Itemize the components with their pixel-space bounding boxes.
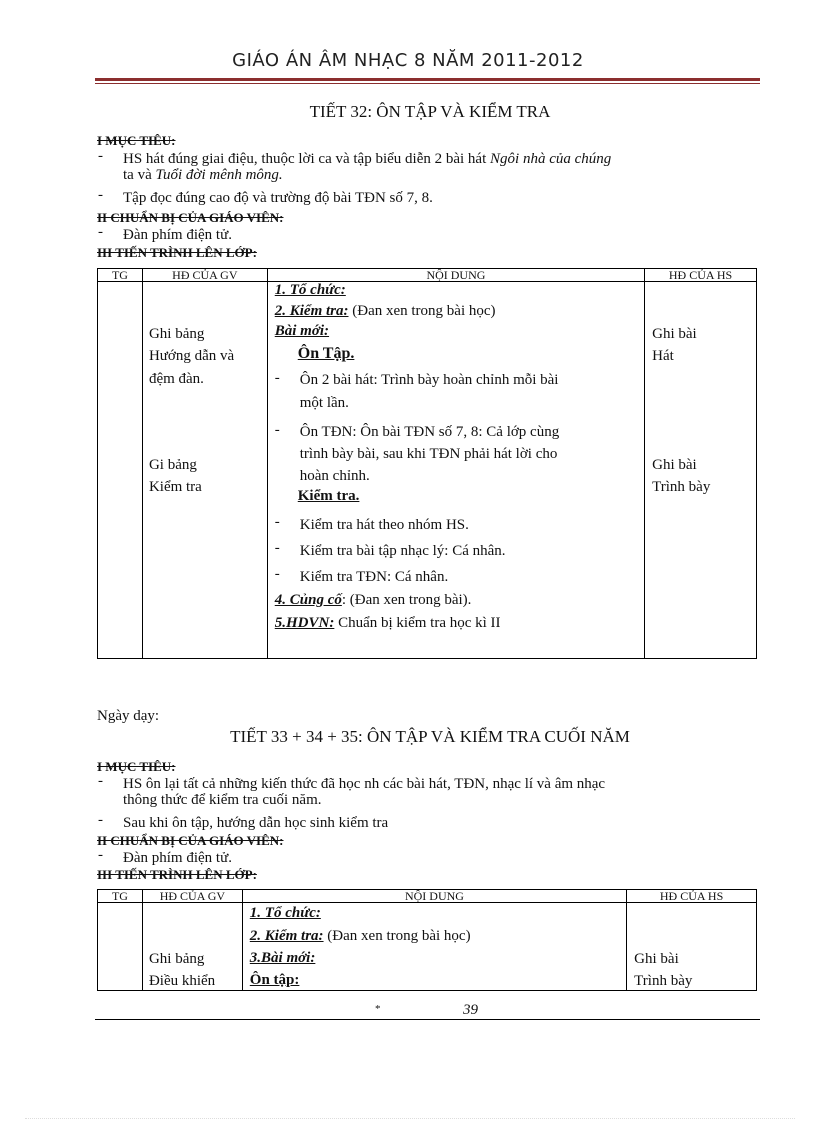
col-header-hs: HĐ CỦA HS	[627, 890, 757, 903]
lesson1-objective-1: - HS hát đúng giai điệu, thuộc lời ca và tập biểu diễn 2 bài hát Ngôi nhà của chúng ta và Tuổi đời mênh mông.	[98, 148, 612, 183]
bullet-dash: -	[274, 514, 280, 530]
lesson1-title: TIẾT 32: ÔN TẬP VÀ KIỂM TRA	[309, 102, 551, 121]
gv-cell	[142, 282, 267, 659]
content-line: Ôn 2 bài hát: Trình bày hoàn chỉnh mỗi bài	[299, 372, 559, 388]
lesson1-objective-2: - Tập đọc đúng cao độ và trường độ bài TĐN số 7, 8.	[98, 187, 433, 206]
gv-line: Hướng dẫn và	[148, 348, 235, 364]
hs-cell	[645, 282, 757, 659]
page-header-title: GIÁO ÁN ÂM NHẠC 8 NĂM 2011-2012	[232, 50, 584, 71]
gv-line: Kiểm tra	[148, 479, 202, 495]
lesson1-section-preparation: II CHUẨN BỊ CỦA GIÁO VIÊN:	[97, 210, 284, 225]
bullet-dash: -	[274, 540, 280, 556]
gv-cell	[142, 903, 242, 991]
hs-line: Ghi bài	[652, 457, 697, 473]
hs-line: Trình bày	[634, 973, 693, 989]
col-header-tg: TG	[98, 269, 143, 282]
page-bottom-dotted-line	[25, 1118, 795, 1119]
footer-rule	[95, 1019, 760, 1020]
hs-line: Hát	[652, 348, 674, 364]
lesson1-table	[97, 268, 757, 659]
content-consolidate: 4. Củng cố: (Đan xen trong bài).	[274, 592, 472, 608]
col-header-hs: HĐ CỦA HS	[645, 269, 757, 282]
lesson2-objective-1: - HS ôn lại tất cả những kiến thức đã học nh các bài hát, TĐN, nhạc lí và âm nhạc thông thức để kiểm tra cuối năm.	[98, 773, 606, 808]
lesson1-section-process: III TIẾN TRÌNH LÊN LỚP:	[97, 245, 257, 260]
content-check: 2. Kiểm tra: (Đan xen trong bài học)	[274, 303, 496, 319]
col-header-gv: HĐ CỦA GV	[142, 890, 242, 903]
content-org: 1. Tổ chức:	[249, 905, 321, 921]
content-exam: Kiểm tra.	[297, 488, 360, 504]
hs-line: Trình bày	[652, 479, 711, 495]
lesson1-prep-item: - Đàn phím điện tử.	[98, 224, 232, 243]
content-check: 2. Kiểm tra: (Đan xen trong bài học)	[249, 928, 471, 944]
col-header-tg: TG	[98, 890, 143, 903]
content-review: Ôn tập:	[249, 972, 300, 988]
page-number: 39	[463, 1002, 478, 1018]
bullet-dash: -	[274, 566, 280, 582]
gv-line: Ghi bảng	[148, 326, 205, 342]
content-org: 1. Tổ chức:	[274, 282, 346, 298]
content-homework: 5.HDVN: Chuẩn bị kiểm tra học kì II	[274, 615, 501, 631]
footer-star: *	[375, 1003, 381, 1015]
hs-cell	[627, 903, 757, 991]
header-rule-thin	[95, 83, 760, 84]
content-cell	[267, 282, 644, 659]
lesson2-prep-item: - Đàn phím điện tử.	[98, 847, 232, 866]
content-new-lesson: Bài mới:	[274, 323, 330, 339]
content-line: hoàn chỉnh.	[299, 468, 370, 484]
lesson2-section-preparation: II CHUẨN BỊ CỦA GIÁO VIÊN:	[97, 833, 284, 848]
content-line: trình bày bài, sau khi TĐN phải hát lời cho	[299, 446, 558, 462]
content-line: một lần.	[299, 395, 349, 411]
lesson2-date: Ngày dạy:	[97, 708, 160, 724]
col-header-gv: HĐ CỦA GV	[142, 269, 267, 282]
content-cell	[242, 903, 626, 991]
lesson2-title: TIẾT 33 + 34 + 35: ÔN TẬP VÀ KIỂM TRA CUỐI NĂM	[230, 727, 630, 746]
bullet-dash: -	[274, 422, 280, 438]
tg-cell	[98, 282, 143, 659]
hs-line: Ghi bài	[634, 951, 679, 967]
bullet-dash: -	[274, 370, 280, 386]
hs-line: Ghi bài	[652, 326, 697, 342]
col-header-content: NỘI DUNG	[267, 269, 644, 282]
content-line: Kiểm tra TĐN: Cá nhân.	[299, 569, 449, 585]
lesson2-section-process: III TIẾN TRÌNH LÊN LỚP:	[97, 867, 257, 882]
content-new-lesson: 3.Bài mới:	[249, 950, 316, 966]
col-header-content: NỘI DUNG	[242, 890, 626, 903]
tg-cell	[98, 903, 143, 991]
gv-line: Gi bảng	[148, 457, 197, 473]
lesson2-objective-2: - Sau khi ôn tập, hướng dẫn học sinh kiểm tra	[98, 812, 389, 831]
header-rule-thick	[95, 78, 760, 81]
lesson2-table	[97, 889, 757, 991]
lesson2-section-objectives: I MỤC TIÊU:	[97, 759, 176, 774]
gv-line: Điều khiển	[148, 973, 216, 989]
content-line: Kiểm tra bài tập nhạc lý: Cá nhân.	[299, 543, 506, 559]
gv-line: đệm đàn.	[148, 371, 204, 387]
lesson1-section-objectives: I MỤC TIÊU:	[97, 133, 176, 148]
gv-line: Ghi bảng	[148, 951, 205, 967]
content-review: Ôn Tập.	[297, 345, 355, 362]
content-line: Kiểm tra hát theo nhóm HS.	[299, 517, 469, 533]
content-line: Ôn TĐN: Ôn bài TĐN số 7, 8: Cả lớp cùng	[299, 424, 560, 440]
